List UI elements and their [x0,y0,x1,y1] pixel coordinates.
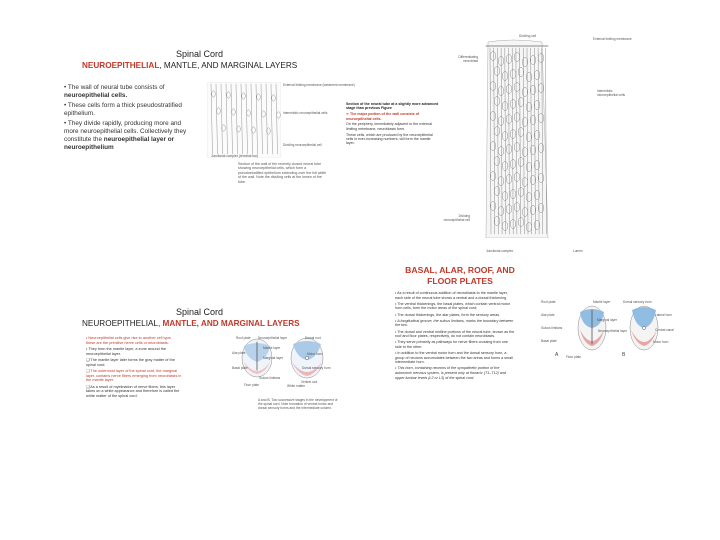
figure-label: Floor plate [566,355,582,359]
figure-label: Roof plate [236,336,251,340]
bullet-item: ❑ The outermost layer of the spinal cord, the marginal layer, contains nerve fibers emerging from neuroblasts in the mantle layer. [86,369,182,383]
figure-caption: Section of the wall of the recently closed neural tube showing neuroepithelial cells, which form a pseudostratified epithelium extending over the full width of the wall. Note the dividing cells at the lumen of the tube. [238,162,327,184]
bullet-item: • Neuroepithelial cells give rise to another cell type, these are the primitive nerve cells or neuroblasts. [86,336,172,345]
bullet-item: • They serve primarily as pathways for nerve fibers crossing from one side to the other. [395,340,508,349]
figure-label: Junctional complex [486,249,514,253]
slide2-subtitle [82,319,300,328]
neuroepithelium-figure [207,82,281,158]
figure-label: White matter [287,384,306,388]
figure-label: Neuroepithelial layer [598,329,628,333]
subtitle-rest: , MANTLE, AND MARGINAL LAYERS [159,61,298,70]
slide1-right-text [346,102,440,147]
figure-label: Roof plate [541,300,556,304]
figure-label: Neuroepithelial layer [258,336,288,340]
figure-label: Marginal layer [597,318,618,322]
figure-label: Motor horn [307,352,323,356]
subtitle-highlight: MANTLE, AND MARGINAL LAYERS [162,319,300,328]
slide2-title: Spinal Cord [176,307,224,317]
bullet-item: • They divide rapidly, producing more and more neuroepithelial cells. Collectively they constitute the neuroepithelial layer or neuroepithelium [64,120,187,151]
figure-label: Dorsal sensory horn [623,300,652,304]
figure-label: Floor plate [244,383,260,387]
figure-label: Marginal layer [263,356,284,360]
figure-label: Dorsal sensory horn [302,366,331,370]
figure-label: Motor horn [653,340,669,344]
bullet-item: • These cells form a thick pseudostratified epithelium. [64,102,182,117]
slide3-bullets [395,291,515,382]
bullet-item: ❑ The mantle layer later forms the gray matter of the spinal cord. [86,358,175,367]
bullet-item: • In addition to the ventral motor horn and the dorsal sensory horn, a group of neurons accumulates between the two areas and forms a small intermediate horn. [395,351,513,365]
figure-label: Mantle layer [263,346,281,350]
bullet-item: • This horn, containing neurons of the sympathetic portion of the autonomic nervous system, is present only at thoracic (T1–T12) and upper lumbar levels (L2 or L3) of the spinal cord. [395,366,507,380]
figure-label: Basal plate [232,366,248,370]
bullet-item: • The wall of neural tube consists of neuroepithelial cells. [64,84,165,99]
figure-letter: A [555,352,559,358]
figure-label: Basal plate [541,339,557,343]
figure-label: Ventral root [301,380,318,384]
bullet-item: ❑ As a result of myelination of nerve fibers, this layer takes on a white appearance and therefore is called the white matter of the spinal cord. [86,384,180,399]
figure-label: Dividing neuroepithelial cell [283,143,322,147]
bullet-item: • The dorsal thickenings, the alar plates, form the sensory areas. [395,312,501,317]
figure-label: Alar plate [541,313,555,317]
subtitle-highlight: NEUROEPITHELIAL [82,61,160,70]
figure-label: Sulcus limitans [541,326,563,330]
figure-label: Junctional complex (terminal bar) [211,154,258,158]
slide1-title: Spinal Cord [176,49,224,59]
bullet-item: • They form the mantle layer, a zone around the neuroepithelial layer. [86,347,166,356]
slide1-subtitle [82,61,297,70]
figure-label: Lumen [573,249,583,253]
bullet-item: • The ventral thickenings, the basal plates, which contain ventral motor horn cells, form the motor areas of the spinal cord; [395,301,510,311]
right-text-line: Section of the neural tube at a slightly more advanced stage than previous Figure [346,102,439,111]
slide1-bullets [64,84,194,154]
bullet-item: • As a result of continuous addition of neuroblasts to the mantle layer, each side of the neural tube shows a ventral and a dorsal thickening. [395,291,508,300]
bullet-item: • A longitudinal groove, the sulcus limitans, marks the boundary between the two. [395,318,514,328]
slide2-bullets [86,336,182,400]
figure-letter: B [622,352,626,358]
figure-label: Dividing cell [519,34,537,38]
figure-label: Dorsal root [305,336,321,340]
right-text-line: These cells, which are produced by the neuroepithelial cells in ever-increasing numbers, will form the mantle layer. [346,132,433,146]
slide3-title: BASAL, ALAR, ROOF, AND FLOOR PLATES [405,265,515,286]
neural-tube-wall-figure [452,38,580,238]
figure-caption: A and B. Two successive stages in the development of the spinal cord. Note formation of ventral motor and dorsal sensory horns and the intermediate column. [258,398,338,411]
figure-label: Intermitotic neuroepithelial cells [283,111,328,115]
right-text-line: On the periphery, immediately adjacent to the external limiting membrane, neuroblasts form. [346,122,433,131]
figure-label: Intermitotic neuroepithelial cells [597,89,625,97]
right-text-line: ➢ The major portion of the wall consists of neuroepithelial cells. [346,112,420,121]
figure-label: Dividing neuroepithelial cell [443,214,470,222]
bullet-item: • The dorsal and ventral midline portions of the neural tube, known as the roof and floor plates, respectively, do not contain neuroblasts. [395,329,515,339]
figure-label: Central canal [655,328,674,332]
figure-label: External limiting membrane (basement membrane) [283,83,355,87]
figure-label: Alar plate [232,351,246,355]
figure-label: Mantle layer [593,300,611,304]
figure-label: Differentiating neuroblast [458,55,478,63]
figure-label: Lateral horn [655,313,673,317]
figure-label: External limiting membrane [593,37,632,41]
figure-label: Sulcus limitans [259,376,281,380]
subtitle-plain: NEUROEPITHELIAL, [82,319,163,328]
